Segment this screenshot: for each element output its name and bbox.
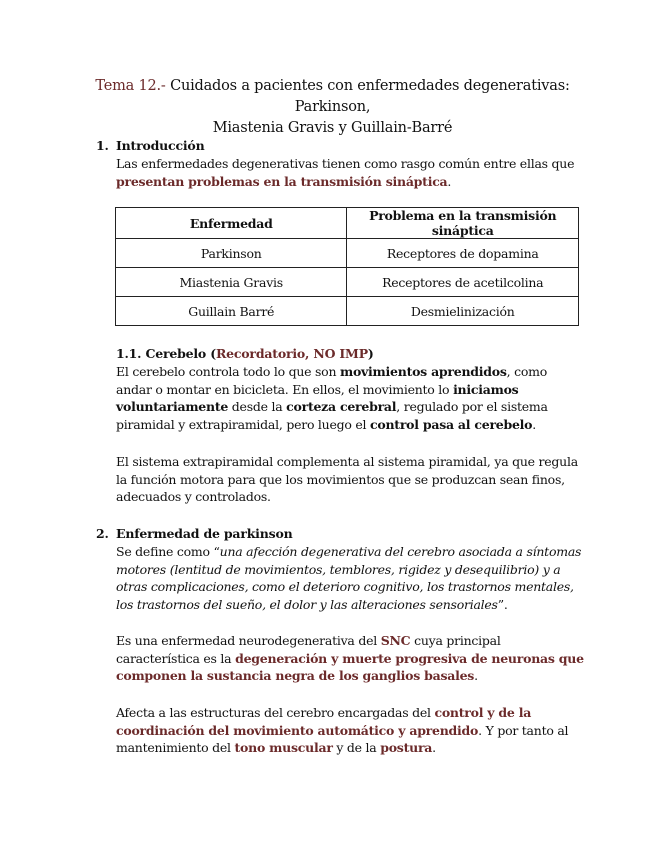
section-1-title: Introducción (116, 138, 205, 153)
cerebelo-paragraph-2: El sistema extrapiramidal complementa al sistema piramidal, ya que regula la función motora para que los movimientos que se produzcan sean finos, adecuados y controlados. (116, 454, 578, 505)
parkinson-text: Afecta a las estructuras del cerebro encargadas del (116, 705, 435, 720)
table-header: Enfermedad (116, 208, 347, 239)
cerebelo-bold: control pasa al cerebelo (370, 416, 533, 432)
table-row (116, 239, 579, 268)
parkinson-text: cuya principal característica es la (116, 633, 501, 666)
disease-table (115, 207, 579, 326)
intro-highlight: presentan problemas en la transmisión sináptica (116, 173, 448, 189)
cerebelo-heading-text: 1.1. Cerebelo ( (116, 346, 216, 361)
definition-quote: una afección degenerativa del cerebro asociada a síntomas motores (lentitud de movimientos, temblores, rigidez y desequilibrio) y a otras complicaciones, como el deterioro cognitivo, los trastornos mentales, los trastornos del sueño, el dolor y las alteraciones sensoriales (116, 544, 582, 612)
definition-lead: Se define como “ (116, 544, 220, 559)
parkinson-definition (116, 543, 586, 613)
table-cell: Receptores de acetilcolina (347, 268, 579, 297)
parkinson-paragraph-3 (116, 704, 586, 757)
table-cell: Receptores de dopamina (347, 239, 579, 268)
cerebelo-text: , como andar o montar en bicicleta. En ellos, el movimiento lo (116, 364, 548, 397)
table-header: Problema en la transmisión sináptica (347, 208, 579, 239)
definition-end: ”. (497, 596, 508, 612)
section-1-number: 1. (96, 138, 109, 153)
table-row (116, 268, 579, 297)
parkinson-highlight: SNC (380, 633, 411, 648)
table-cell: Miastenia Gravis (116, 268, 347, 297)
parkinson-text: . (432, 740, 436, 756)
intro-text: Las enfermedades degenerativas tienen como rasgo común entre ellas que (116, 156, 575, 171)
cerebelo-heading-close: ) (367, 346, 374, 361)
title-line-2: Miastenia Gravis y Guillain-Barré (212, 120, 453, 136)
cerebelo-bold: iniciamos voluntariamente (116, 381, 519, 415)
cerebelo-text: desde la (228, 399, 287, 415)
table-row (116, 297, 579, 326)
parkinson-highlight: tono muscular (234, 740, 333, 756)
parkinson-text: y de la (332, 740, 381, 756)
parkinson-highlight: degeneración y muerte progresiva de neuronas que componen la sustancia negra de los ganglios basales (116, 650, 584, 684)
table-cell: Desmielinización (347, 297, 579, 326)
cerebelo-paragraph-1 (116, 363, 586, 433)
title-tema-label: Tema 12.- (95, 78, 166, 94)
table-header-row (116, 208, 579, 239)
cerebelo-bold: movimientos aprendidos (339, 364, 507, 379)
cerebelo-bold: corteza cerebral (286, 399, 397, 415)
title-line-1: Cuidados a pacientes con enfermedades degenerativas: Parkinson, (170, 78, 570, 115)
intro-paragraph (116, 155, 586, 190)
cerebelo-text: El cerebelo controla todo lo que son (116, 364, 340, 379)
section-2-number: 2. (96, 526, 109, 541)
cerebelo-text: . (532, 416, 536, 432)
parkinson-highlight: control y de la coordinación del movimiento automático y aprendido (116, 705, 532, 738)
section-2-heading (96, 526, 292, 541)
parkinson-text: . Y por tanto al mantenimiento del (116, 722, 569, 756)
section-2-title: Enfermedad de parkinson (116, 526, 293, 541)
cerebelo-text: , regulado por el sistema piramidal y extrapiramidal, pero luego el (116, 399, 548, 432)
intro-end: . (447, 173, 452, 189)
parkinson-paragraph-2 (116, 632, 586, 685)
document-title (60, 76, 605, 139)
cerebelo-heading-note: Recordatorio, NO IMP (215, 346, 368, 361)
subsection-cerebelo-heading (116, 346, 374, 361)
parkinson-text: Es una enfermedad neurodegenerativa del (116, 633, 381, 648)
table-cell: Parkinson (116, 239, 347, 268)
section-1-heading (96, 138, 204, 153)
parkinson-text: . (474, 668, 478, 684)
table-cell: Guillain Barré (116, 297, 347, 326)
parkinson-highlight: postura (380, 740, 433, 756)
